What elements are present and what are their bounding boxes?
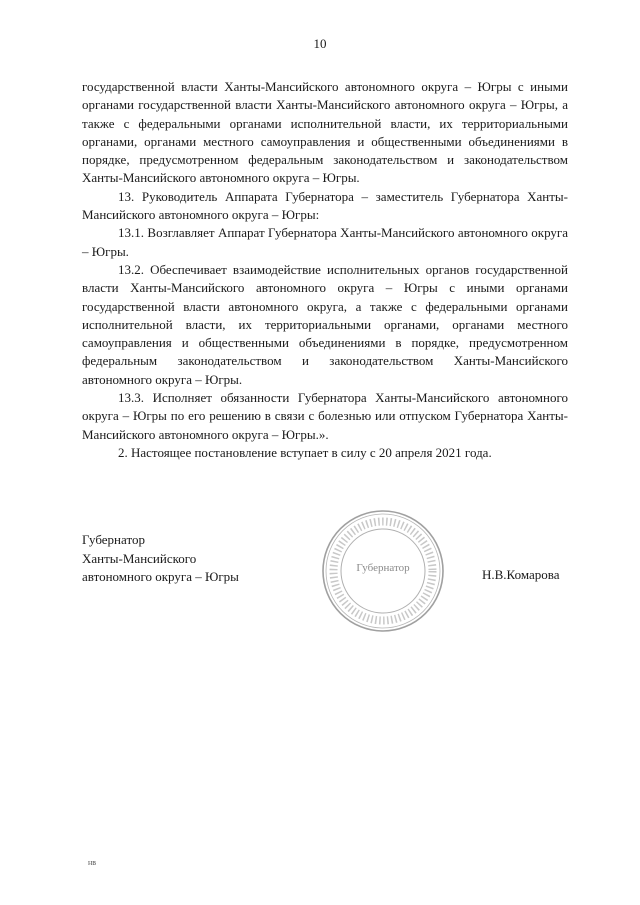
seal-label: Губернатор: [356, 562, 410, 574]
paragraph-item-13-1: 13.1. Возглавляет Аппарат Губернатора Ханты-Мансийского автономного округа – Югры.: [82, 225, 568, 259]
signatory-position-line: Губернатор: [82, 532, 145, 547]
paragraph-item-13: 13. Руководитель Аппарата Губернатора – заместитель Губернатора Ханты-Мансийского автономного округа – Югры:: [82, 188, 568, 223]
page-number: 10: [313, 36, 327, 51]
paragraph-item-13-3: 13.3. Исполняет обязанности Губернатора Ханты-Мансийского автономного округа – Югры по его решению в связи с болезнью или отпуском Губернатора Ханты-Мансийского автономного округа – Югры.».: [82, 390, 568, 442]
signatory-position: [82, 531, 239, 587]
paragraph-effective-date: 2. Настоящее постановление вступает в силу с 20 апреля 2021 года.: [118, 444, 492, 460]
signatory-position-line: автономного округа – Югры: [82, 569, 239, 584]
paragraph-continuation: государственной власти Ханты-Мансийского автономного округа – Югры с иными органами государственной власти Ханты-Мансийского автономного округа – Югры, а также с федеральными органами исполнительной власти, их территориальными органами, органами местного самоуправления и общественными объединениями в порядке, предусмотренном федеральным законодательством и законодательством Ханты-Мансийского автономного округа – Югры.: [82, 79, 568, 186]
document-body: [82, 78, 568, 462]
footer-mark: нв: [88, 858, 97, 867]
signatory-position-line: Ханты-Мансийского: [82, 550, 197, 566]
paragraph-item-13-2: 13.2. Обеспечивает взаимодействие исполнительных органов государственной власти Ханты-Мансийского автономного округа – Югры с иными органами государственной власти автономного округа, а также с федеральными органами исполнительной власти, их территориальными органами, органами местного самоуправления и общественными объединениями в порядке, предусмотренном федеральным законодательством и законодательством Ханты-Мансийского автономного округа – Югры.: [82, 261, 568, 387]
signatory-name: Н.В.Комарова: [482, 567, 560, 582]
official-seal: [320, 508, 446, 634]
